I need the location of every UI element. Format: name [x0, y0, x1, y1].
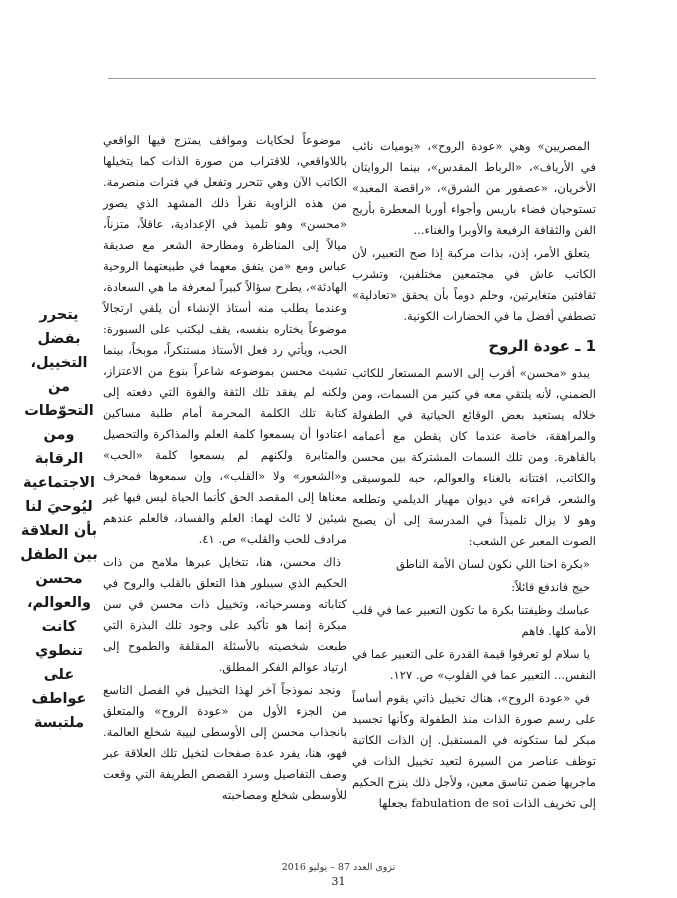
quote-line: عباسك وظيفتنا بكرة ما تكون التعبير عما في قلب الأمة كلها. فاهم — [352, 603, 596, 638]
body-paragraph: ونجد نموذجاً آخر لهذا التخييل في الفصل التاسع من الجزء الأول من «عودة الروح» والمتعلق بانجذاب محسن إلى الأوسطى لبيبة شخلع العالمة. فهو، هنا، يفرد عدة صفحات لتخيل تلك العلاقة عبر وصف التفاصيل وسرد القصص الطريفة التي وقعت للأوسطى شخلع ومصاحبته — [103, 683, 347, 802]
quote-line: يا سلام لو تعرفوا قيمة القدرة على التعبير عما في النفس... التعبير عما في القلوب» ص. ١٢٧. — [352, 647, 596, 682]
pull-quote: يتحرر بفضل التخييل، من التحوّطات ومن الرقابة الاجتماعية ليُوحيَ لنا بأن العلاقة بين الطفل محسن والعوالم، كانت تنطوي على عواطف ملتبسة — [20, 307, 98, 731]
page-number: 31 — [331, 875, 346, 888]
body-paragraph: المصريين» وهي «عودة الروح»، «يوميات نائب في الأرياف»، «الرباط المقدس»، بينما الروايتان الأخريان، «عصفور من الشرق»، «راقصة المعبد» تستوحيان فضاء باريس وأجواء أوربا المعطرة بأريج الفن والثقافة الرفيعة والأوبرا والغناء... — [352, 139, 596, 237]
body-paragraph: يبدو «محسن» أقرب إلى الاسم المستعار للكاتب الضمني، لأنه يلتقي معه في كثير من السمات، ومن خلاله يستعيد بعض الوقائع الحياتية في الطفولة والمراهقة، خاصة عندما كان يقطن مع أعمامه بالقاهرة. ومن تلك السمات المشتركة بين محسن والكاتب، افتتانه بالغناء والعوالم، حبه للموسيقى والشعر، قراءته في ديوان مهيار الديلمي وتطلعه وهو لا يزال تلميذاً في المدرسة إلى أن يصبح الصوت المعبر عن الشعب: — [352, 366, 596, 548]
body-paragraph: يتعلق الأمر، إذن، بذات مركبة إذا صح التعبير، لأن الكاتب عاش في مجتمعين مختلفين، وتشرب ثقافتين متغايرتين، وحلم دوماً بأن يحقق «تعادلية» تصطفي أفضل ما في الحضارات الكونية. — [352, 246, 596, 323]
header-rule — [108, 78, 596, 79]
body-paragraph: موضوعاً لحكايات ومواقف يمتزج فيها الواقعي باللاواقعي، للاقتراب من صورة الذات كما يتخيلها الكاتب الآن وهي تتحرر وتفعل في فترات منصرمة. من هذه الزاوية نقرأ ذلك المشهد الذي يصور «محسن» وهو تلميذ في الإعدادية، عاقلاً، متزناً، ميالاً إلى المناظرة ومطارحة الشعر مع صديقة عباس ومع «من يتفق معهما في طبيعتهما الروحية الهادئة»، يطرح سؤالاً كبيراً لمعرفة ما هي السعادة، وعندما يطلب منه أستاذ الإنشاء أن يلقي ارتجالاً موضوعاً يختاره بنفسه، يقف ليكتب على السبورة: الحب، ويأتي رد فعل الأستاذ مستنكراً، موبخاً، بينما تشبث محسن بموضوعه شاعراً بنوع من الاعتزاز، ولكنه لم يفقد تلك الثقة والقوة التي دفعته إلى كتابة تلك الكلمة المحرمة أمام طلبة مساكين اعتادوا أن يسمعوا كلمة العلم والمذاكرة والتحصيل والمثابرة ولكنهم لم يسمعوا كلمة «الحب» و«الشعور» ولا «القلب»، وإن سمعوها فمحرف معناها إلى المقصد الحق كأنما الحياة ليس فيها غير شيئين لا ثالث لهما: العلم والفساد، فالعلم عندهم مرادف للحب والقلب» ص. ٤١. — [103, 133, 347, 546]
article-column-right — [352, 136, 596, 816]
section-heading: 1 ـ عودة الروح — [488, 337, 596, 355]
issue-footer: نزوى العدد 87 – يوليو 2016 — [281, 862, 396, 873]
body-paragraph: ذاك محسن، هنا، تتخايل عبرها ملامح من ذات الحكيم الذي سيبلور هذا التعلق بالقلب والروح في كتاباته ومسرحياته، وتخييل ذات محسن في سن مبكرة إنما هو تأكيد على وجود تلك البذرة التي طبعت شخصيته بالأسئلة المقلقة والطموح إلى ارتياد عوالم الفكر المطلق. — [103, 555, 347, 674]
quote-line: حيج فاندفع قائلاً: — [511, 580, 590, 594]
body-paragraph: في «عودة الروح»، هناك تخييل ذاتي يقوم أساساً على رسم صورة الذات منذ الطفولة وكأنها تجسيد مبكر لما ستكونه في المستقبل. إن الذات الكاتبة توظف عناصر من السيرة لتعيد تخييل الذات في ماجريها ضمن تناسق معين، ولأجل ذلك ينزح الحكيم إلى تخريف الذات fabulation de soi بجعلها — [352, 691, 596, 810]
quote-line: «بكرة احنا اللي نكون لسان الأمة الناطق — [396, 557, 590, 571]
article-column-left — [103, 130, 347, 808]
